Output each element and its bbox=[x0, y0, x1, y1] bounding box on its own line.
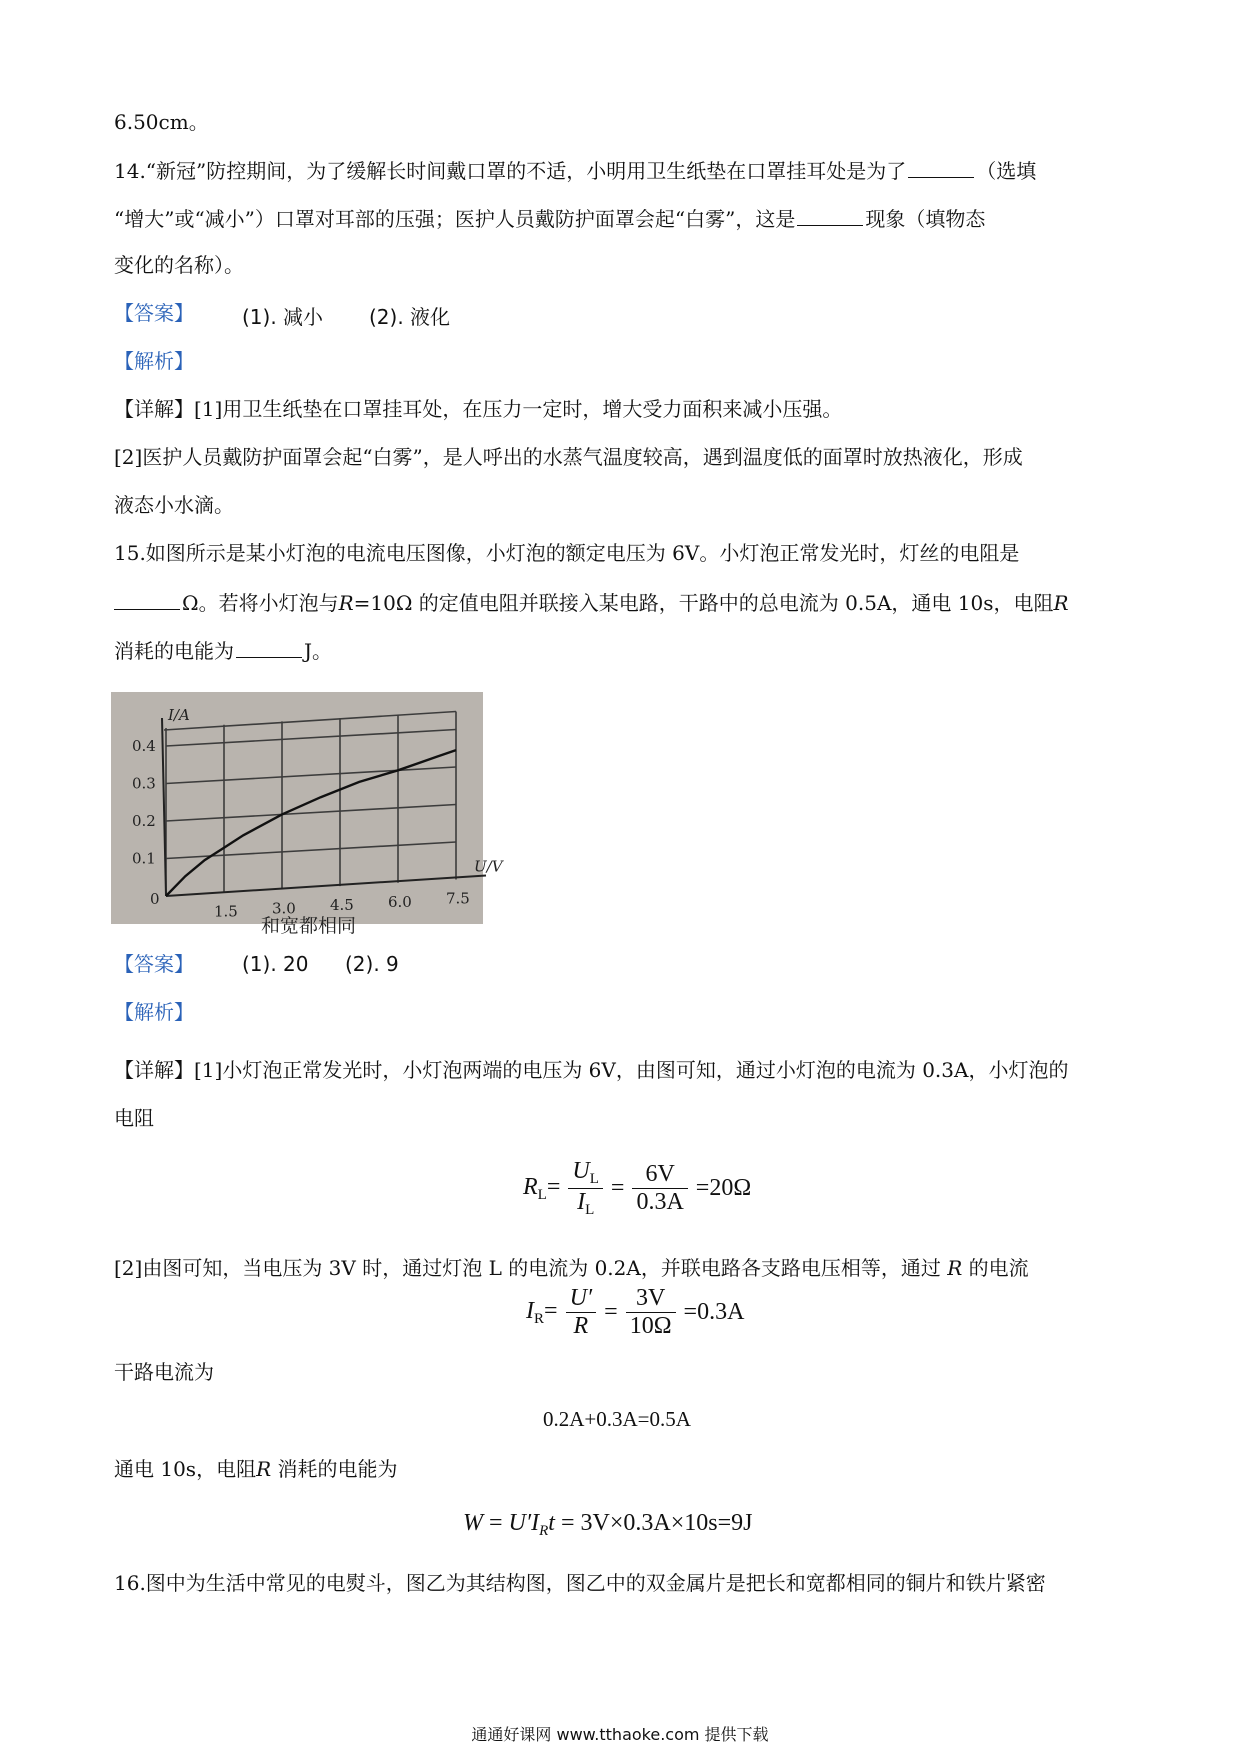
iv-chart bbox=[111, 692, 503, 937]
y-axis-label: I/A bbox=[168, 706, 190, 724]
y-tick-label: 0.1 bbox=[132, 849, 156, 868]
analysis-tag: 【解析】 bbox=[114, 1000, 194, 1024]
q15-text-c2: J。 bbox=[304, 639, 333, 663]
q14-answer-2: (2). 液化 bbox=[369, 305, 451, 329]
q15-detail-4: 干路电流为 bbox=[114, 1360, 214, 1384]
q15-detail-2: 电阻 bbox=[114, 1106, 154, 1130]
origin-label: 0 bbox=[150, 890, 160, 908]
q14-text-a: 14.“新冠”防控期间，为了缓解长时间戴口罩的不适，小明用卫生纸垫在口罩挂耳处是为了 bbox=[114, 159, 907, 183]
answer-tag: 【答案】 bbox=[114, 952, 194, 976]
question-15: 15.如图所示是某小灯泡的电流电压图像，小灯泡的额定电压为 6V。小灯泡正常发光时，灯丝的电阻是 bbox=[114, 541, 1020, 565]
q15-text-c1: 消耗的电能为 bbox=[114, 639, 234, 663]
answer-tag: 【答案】 bbox=[114, 301, 194, 325]
x-tick-label: 4.5 bbox=[330, 896, 354, 915]
y-tick-label: 0.3 bbox=[132, 774, 156, 793]
answer-blank bbox=[114, 589, 180, 610]
question-16: 16.图中为生活中常见的电熨斗，图乙为其结构图，图乙中的双金属片是把长和宽都相同的铜片和铁片紧密 bbox=[114, 1571, 1046, 1595]
question-14 bbox=[114, 157, 1036, 183]
q14-detail-1: 【详解】[1]用卫生纸垫在口罩挂耳处，在压力一定时，增大受力面积来减小压强。 bbox=[114, 397, 843, 421]
q15-text-b1: Ω。若将小灯泡与 bbox=[182, 591, 339, 615]
q15-detail-1: 【详解】[1]小灯泡正常发光时，小灯泡两端的电压为 6V，由图可知，通过小灯泡的电流为 0.3A，小灯泡的 bbox=[114, 1058, 1069, 1082]
equation-current: $I_R=$ $\frac{U'}{R}$ = $\frac{3V}{10\Omega}$ =0.3A bbox=[526, 1285, 745, 1339]
answer-blank bbox=[797, 205, 863, 226]
q14-text-b: （选填 bbox=[976, 159, 1037, 183]
q14-text-c: “增大”或“减小”）口罩对耳部的压强；医护人员戴防护面罩会起“白雾”，这是 bbox=[114, 207, 796, 231]
q15-text-b3: =10Ω 的定值电阻并联接入某电路，干路中的总电流为 0.5A，通电 10s，电阻 bbox=[353, 591, 1054, 615]
equation-resistance: $R_L=$ $\frac{U_L}{I_L}$ = $\frac{6V}{0.3A}$ =20Ω bbox=[523, 1158, 752, 1218]
q15-detail-3: [2]由图可知，当电压为 3V 时，通过灯泡 L 的电流为 0.2A，并联电路各支路电压相等，通过 R 的电流 bbox=[114, 1256, 1029, 1280]
analysis-tag: 【解析】 bbox=[114, 349, 194, 373]
equation-energy: $W = U'I_Rt = 3V\times 0.3A\times 10s=9J$ bbox=[463, 1510, 753, 1539]
y-tick-label: 0.2 bbox=[132, 812, 156, 830]
q15-detail-6: 通电 10s，电阻R 消耗的电能为 bbox=[114, 1457, 398, 1481]
iv-chart-photo bbox=[111, 692, 503, 937]
answer-blank bbox=[236, 637, 302, 658]
q14-text-d: 现象（填物态 bbox=[865, 207, 986, 231]
equation-total-current: 0.2A+0.3A=0.5A bbox=[543, 1407, 691, 1431]
x-tick-label: 6.0 bbox=[388, 892, 412, 911]
y-tick-label: 0.4 bbox=[132, 737, 156, 755]
chart-caption-fragment: 和宽都相同 bbox=[261, 915, 357, 937]
text-line: 6.50cm。 bbox=[114, 110, 209, 134]
q15-answer-1: (1). 20 bbox=[242, 952, 309, 976]
q15-var-r2: R bbox=[1053, 591, 1069, 615]
question-15-line2 bbox=[114, 589, 1069, 615]
x-tick-label: 1.5 bbox=[214, 902, 238, 921]
x-tick-label: 3.0 bbox=[272, 899, 296, 918]
answer-blank bbox=[908, 157, 974, 178]
x-tick-label: 7.5 bbox=[446, 889, 470, 908]
question-14-line2 bbox=[114, 205, 985, 231]
question-15-line3 bbox=[114, 637, 332, 663]
q15-answer-2: (2). 9 bbox=[345, 952, 399, 976]
x-axis-label: U/V bbox=[474, 857, 503, 876]
q15-var-r: R bbox=[338, 591, 354, 615]
question-14-line3: 变化的名称）。 bbox=[114, 253, 244, 277]
q14-detail-2: [2]医护人员戴防护面罩会起“白雾”，是人呼出的水蒸气温度较高，遇到温度低的面罩时放热液化，形成 bbox=[114, 445, 1023, 469]
q14-answer-1: (1). 减小 bbox=[242, 305, 324, 329]
q14-detail-3: 液态小水滴。 bbox=[114, 493, 234, 517]
page-footer: 通通好课网 www.tthaoke.com 提供下载 bbox=[471, 1725, 769, 1744]
